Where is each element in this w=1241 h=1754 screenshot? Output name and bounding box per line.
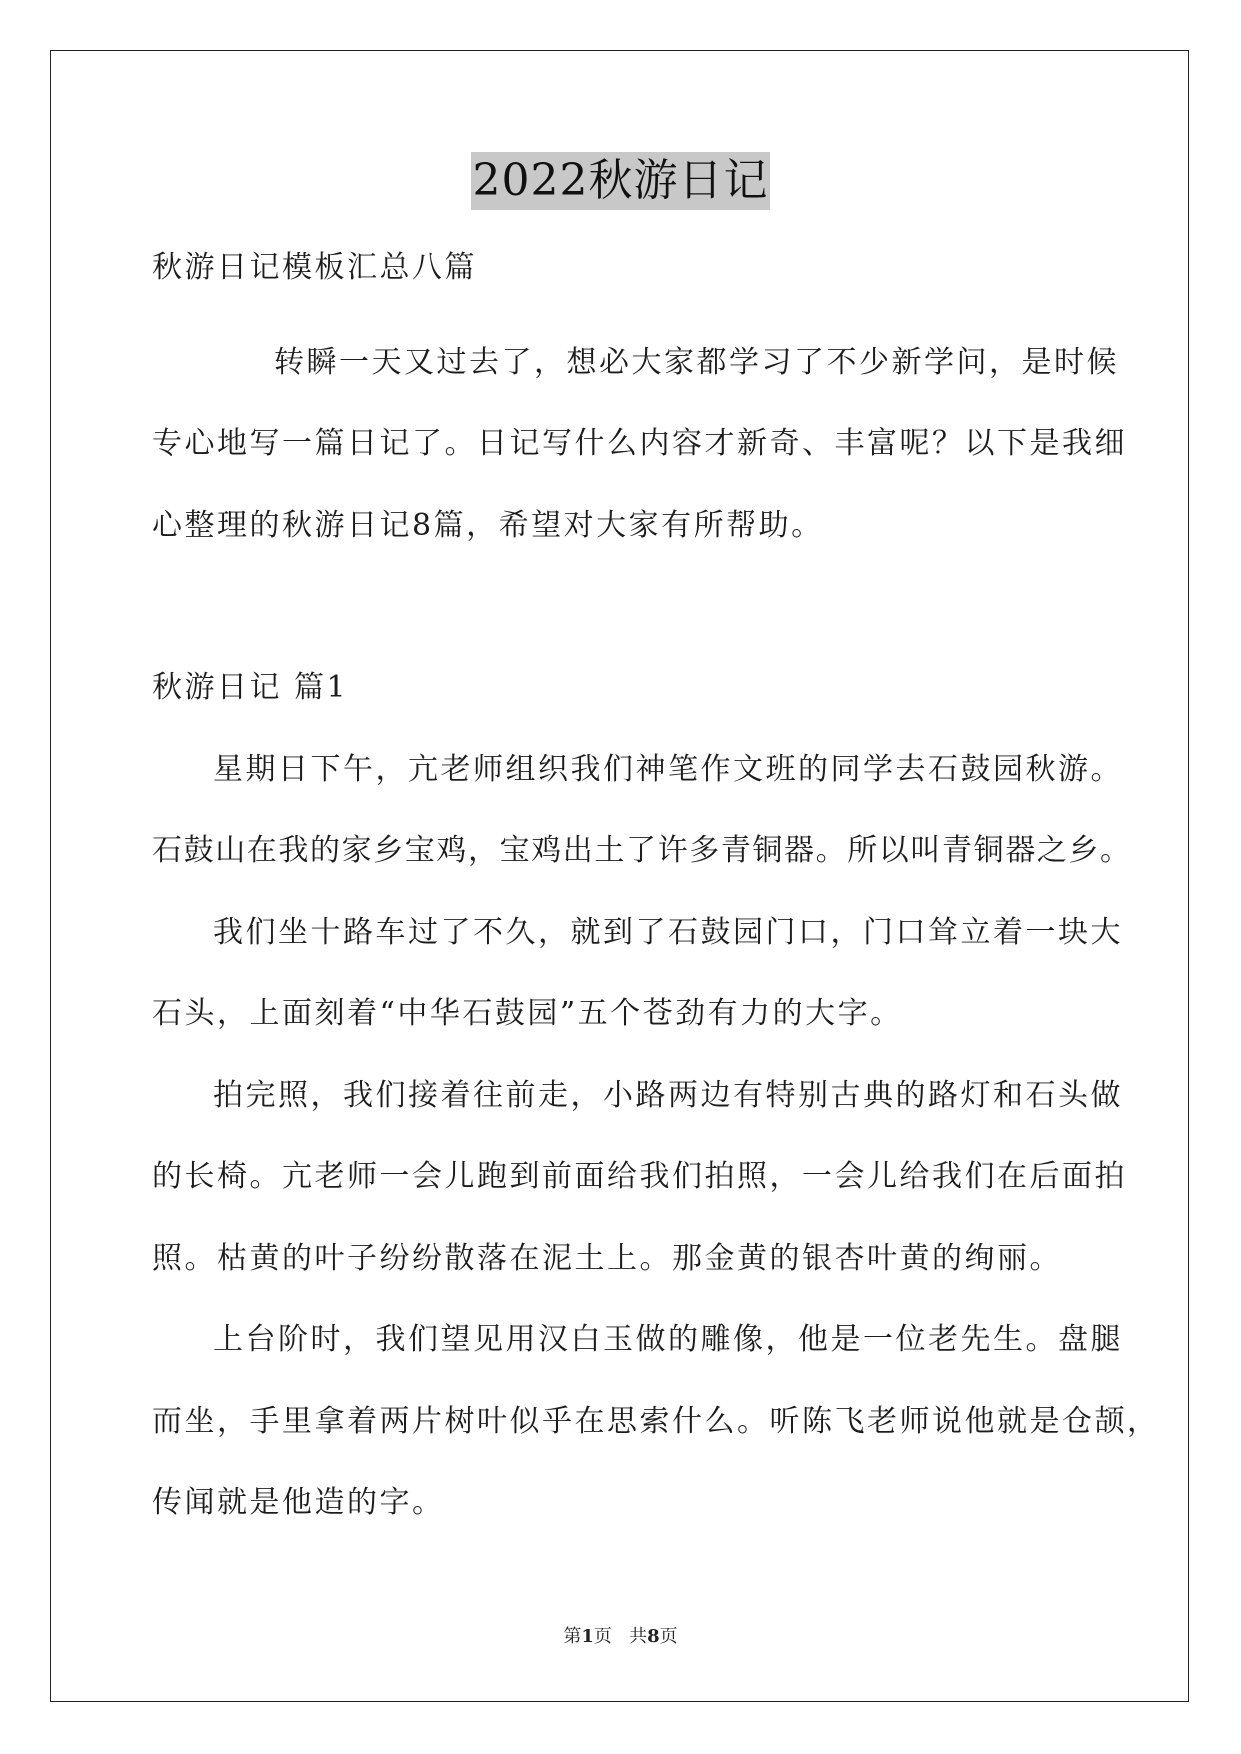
body-line-5: 拍完照，我们接着往前走，小路两边有特别古典的路灯和石头做 bbox=[213, 1078, 1123, 1113]
footer-total-prefix: 共 bbox=[629, 1626, 648, 1647]
footer-total-pages: 8 bbox=[647, 1626, 660, 1647]
intro-line-2: 专心地写一篇日记了。日记写什么内容才新奇、丰富呢？以下是我细 bbox=[152, 426, 1127, 461]
footer-page-prefix: 第 bbox=[563, 1626, 582, 1647]
document-title: 2022秋游日记 bbox=[471, 152, 771, 210]
page-border bbox=[50, 50, 1189, 1702]
intro-line-1: 转瞬一天又过去了，想必大家都学习了不少新学问，是时候 bbox=[274, 345, 1119, 380]
body-line-6: 的长椅。亢老师一会儿跑到前面给我们拍照，一会儿给我们在后面拍 bbox=[152, 1159, 1127, 1194]
body-line-2: 石鼓山在我的家乡宝鸡，宝鸡出土了许多青铜器。所以叫青铜器之乡。 bbox=[152, 833, 1132, 868]
title-container bbox=[0, 152, 1241, 210]
body-line-9: 而坐，手里拿着两片树叶似乎在思索什么。听陈飞老师说他就是仓颉， bbox=[152, 1404, 1160, 1439]
body-line-4: 石头，上面刻着“中华石鼓园”五个苍劲有力的大字。 bbox=[152, 996, 903, 1031]
body-line-7: 照。枯黄的叶子纷纷散落在泥土上。那金黄的银杏叶黄的绚丽。 bbox=[152, 1241, 1062, 1276]
section-heading: 秋游日记 篇1 bbox=[152, 670, 349, 705]
page-footer bbox=[0, 1622, 1241, 1648]
footer-page-suffix: 页 bbox=[593, 1626, 612, 1647]
document-subtitle: 秋游日记模板汇总八篇 bbox=[152, 250, 477, 285]
body-line-8: 上台阶时，我们望见用汉白玉做的雕像，他是一位老先生。盘腿 bbox=[213, 1322, 1123, 1357]
footer-total-suffix: 页 bbox=[659, 1626, 678, 1647]
intro-line-3: 心整理的秋游日记8篇，希望对大家有所帮助。 bbox=[152, 508, 824, 543]
body-line-10: 传闻就是他造的字。 bbox=[152, 1485, 445, 1520]
body-line-3: 我们坐十路车过了不久，就到了石鼓园门口，门口耸立着一块大 bbox=[213, 915, 1123, 950]
body-line-1: 星期日下午，亢老师组织我们神笔作文班的同学去石鼓园秋游。 bbox=[213, 752, 1123, 787]
footer-page-number: 1 bbox=[581, 1626, 594, 1647]
